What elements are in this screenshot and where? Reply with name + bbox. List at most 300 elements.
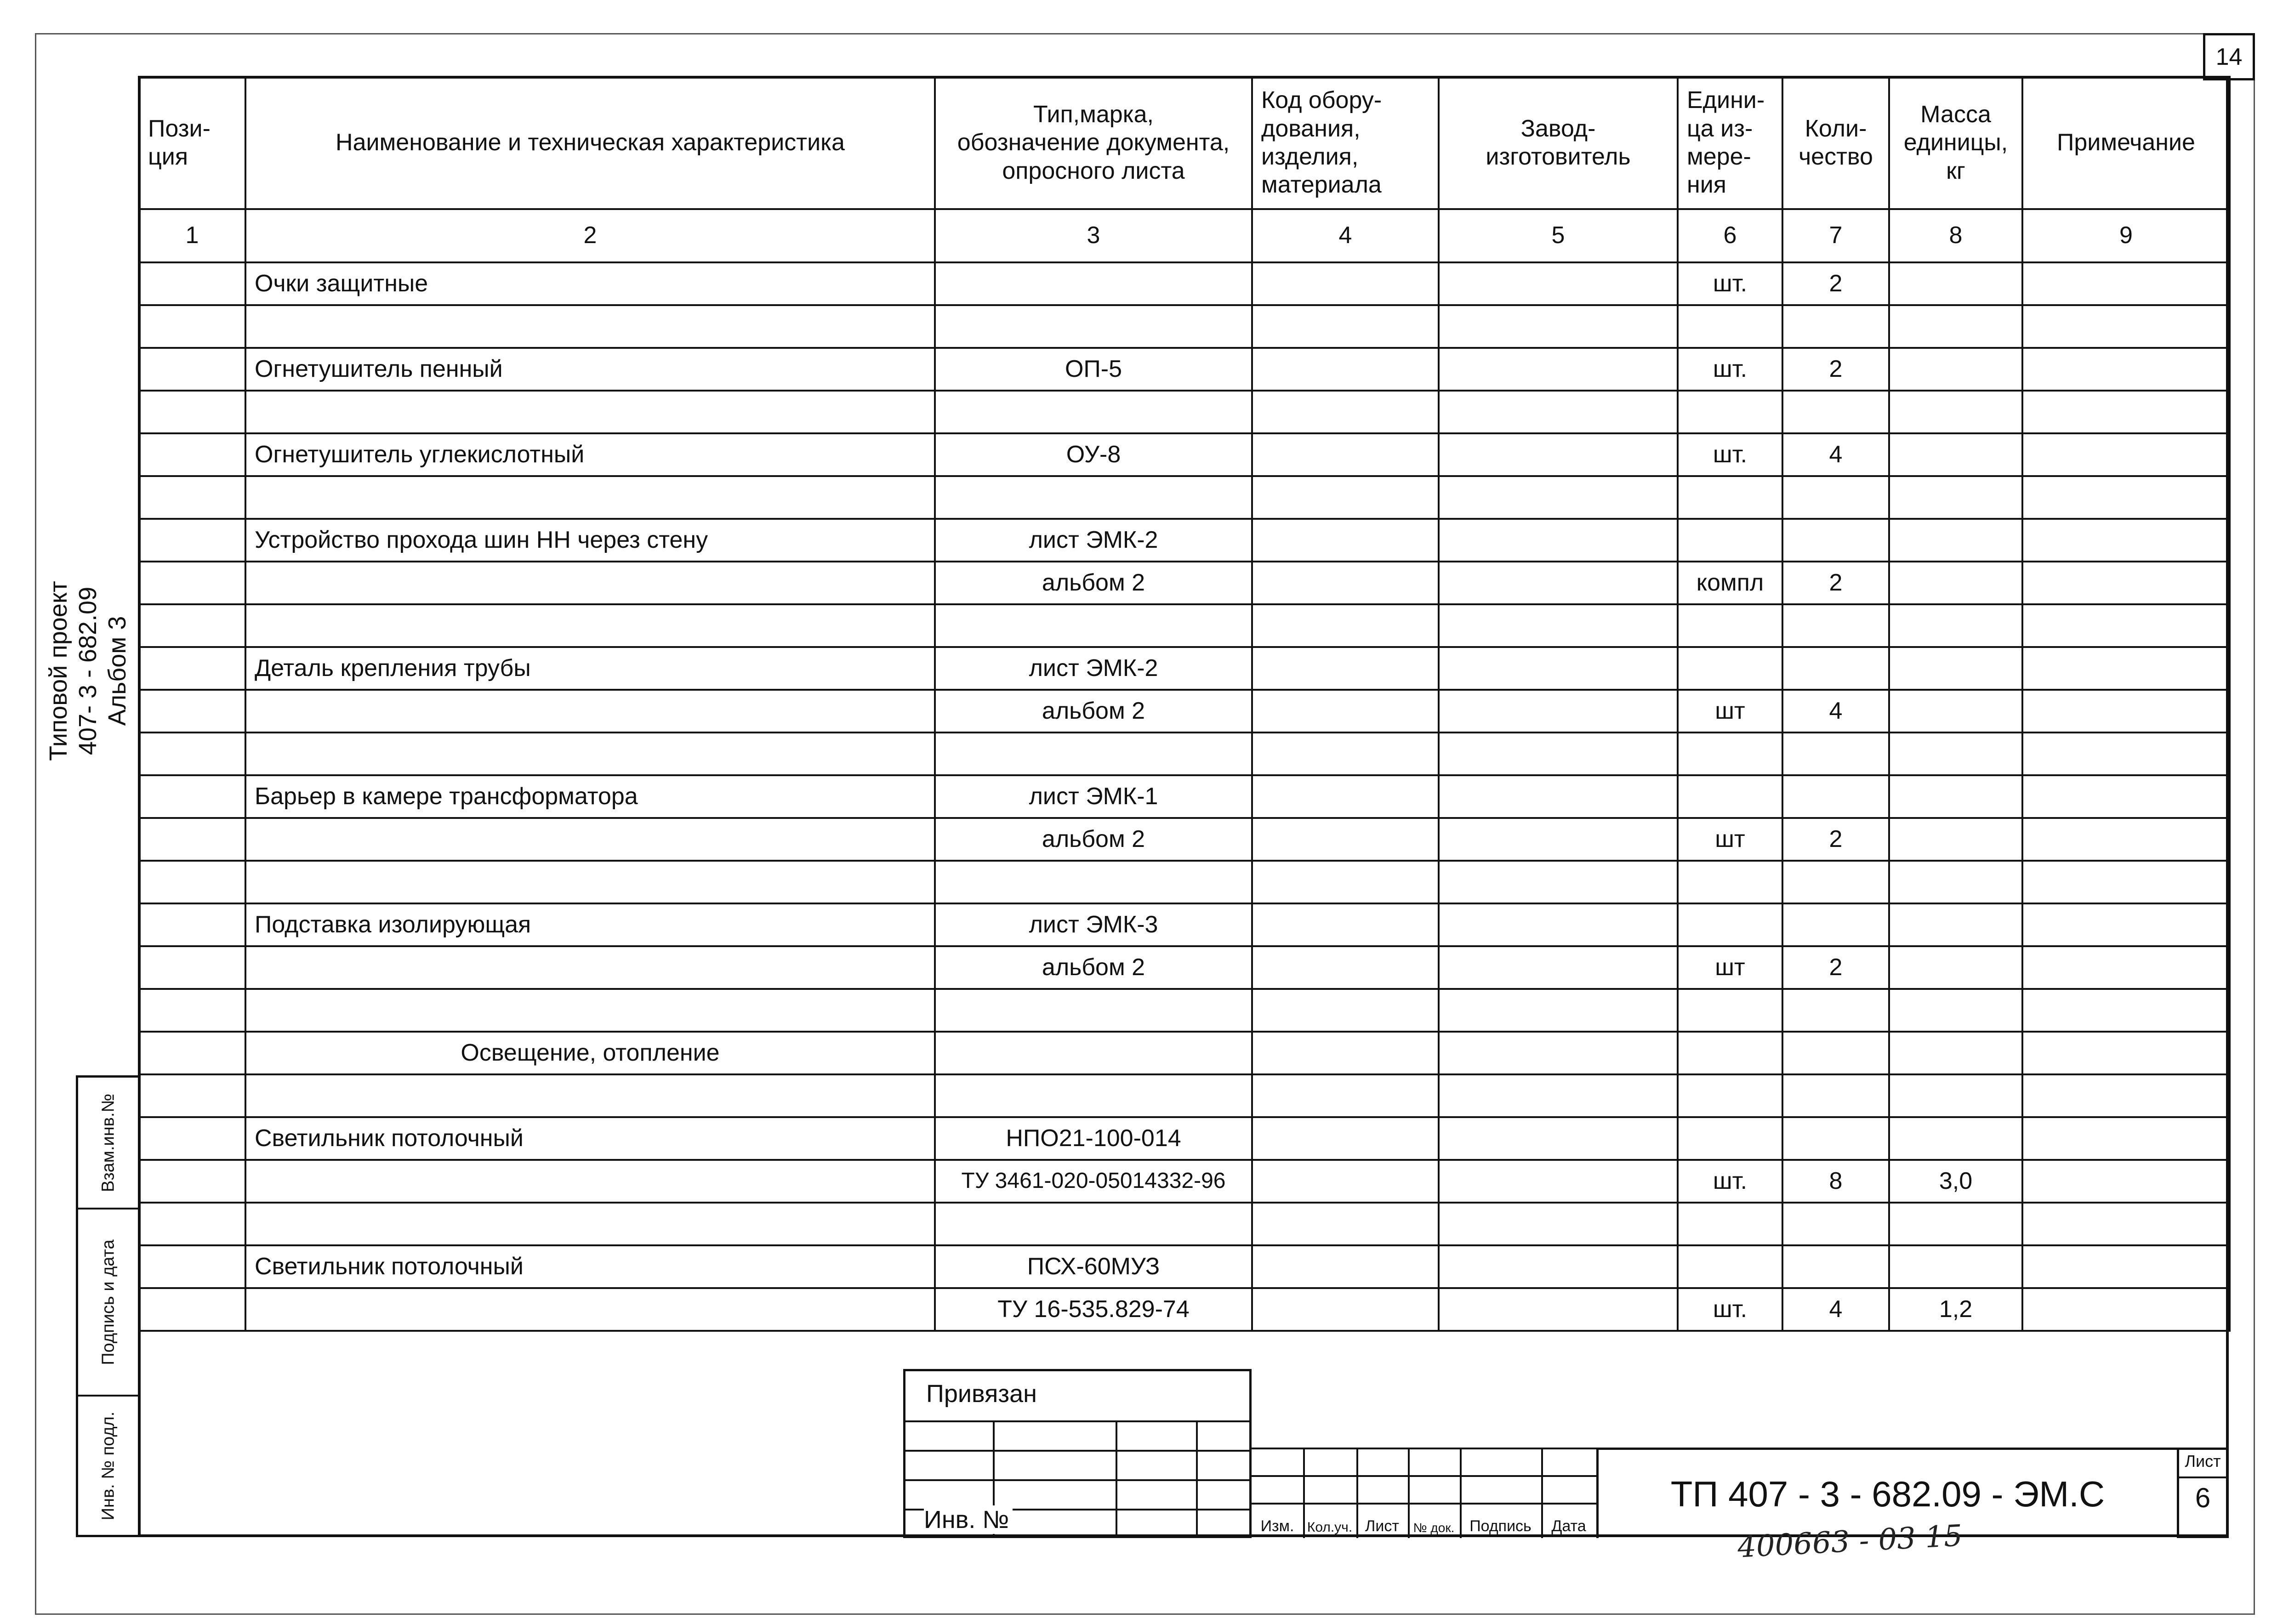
column-number: 2 bbox=[245, 209, 935, 262]
header-text: Наименование и техническая характеристика bbox=[336, 129, 845, 156]
cell-note bbox=[2022, 433, 2230, 476]
cell-type: ПСХ-60МУЗ bbox=[935, 1245, 1252, 1288]
cell-maker bbox=[1439, 262, 1678, 305]
approval-strip bbox=[76, 1075, 141, 1537]
cell-pos bbox=[139, 348, 245, 391]
cell-type bbox=[935, 305, 1252, 348]
cell-qty bbox=[1782, 775, 1889, 818]
header-text: Едини- ца из- мере- ния bbox=[1687, 87, 1765, 199]
cell-mass: 1,2 bbox=[1889, 1288, 2022, 1331]
cell-mass: 3,0 bbox=[1889, 1160, 2022, 1203]
cell-name: Устройство прохода шин НН через стену bbox=[245, 519, 935, 562]
sheet-number: 14 bbox=[2203, 33, 2255, 80]
strip-label: Взам.инв.№ bbox=[98, 1093, 118, 1192]
cell-mass bbox=[1889, 305, 2022, 348]
cell-unit: шт bbox=[1678, 946, 1782, 989]
cell-mass bbox=[1889, 391, 2022, 433]
cell-note bbox=[2022, 1160, 2230, 1203]
cell-pos bbox=[139, 604, 245, 647]
side-title-line: Типовой проект bbox=[45, 581, 72, 761]
cell-name: Подставка изолирующая bbox=[245, 903, 935, 946]
cell-unit bbox=[1678, 1117, 1782, 1160]
cell-note bbox=[2022, 1032, 2230, 1074]
cell-unit: компл bbox=[1678, 562, 1782, 604]
cell-code bbox=[1252, 690, 1439, 733]
cell-type: альбом 2 bbox=[935, 818, 1252, 861]
cell-maker bbox=[1439, 1245, 1678, 1288]
cell-maker bbox=[1439, 733, 1678, 775]
cell-unit bbox=[1678, 1245, 1782, 1288]
table-row bbox=[139, 391, 2230, 433]
cell-note bbox=[2022, 775, 2230, 818]
cell-maker bbox=[1439, 903, 1678, 946]
cell-maker bbox=[1439, 391, 1678, 433]
cell-qty: 2 bbox=[1782, 818, 1889, 861]
cell-name: Деталь крепления трубы bbox=[245, 647, 935, 690]
cell-qty bbox=[1782, 733, 1889, 775]
table-row bbox=[139, 305, 2230, 348]
cell-code bbox=[1252, 1288, 1439, 1331]
cell-mass bbox=[1889, 946, 2022, 989]
cell-code bbox=[1252, 433, 1439, 476]
cell-note bbox=[2022, 1203, 2230, 1245]
cell-qty bbox=[1782, 903, 1889, 946]
inv-number-label: Инв. № bbox=[924, 1505, 1013, 1534]
cell-unit bbox=[1678, 647, 1782, 690]
cell-note bbox=[2022, 262, 2230, 305]
table-row bbox=[139, 818, 2230, 861]
cell-pos bbox=[139, 1160, 245, 1203]
cell-name bbox=[245, 690, 935, 733]
cell-qty: 2 bbox=[1782, 946, 1889, 989]
cell-maker bbox=[1439, 433, 1678, 476]
cell-pos bbox=[139, 476, 245, 519]
cell-maker bbox=[1439, 604, 1678, 647]
cell-qty bbox=[1782, 519, 1889, 562]
table-row bbox=[139, 903, 2230, 946]
strip-cell-signature bbox=[78, 1209, 138, 1397]
cell-pos bbox=[139, 519, 245, 562]
sig-label-doc: № док. bbox=[1413, 1521, 1455, 1535]
cell-mass bbox=[1889, 262, 2022, 305]
cell-maker bbox=[1439, 775, 1678, 818]
header-maker bbox=[1439, 77, 1678, 209]
cell-unit bbox=[1678, 989, 1782, 1032]
cell-pos bbox=[139, 647, 245, 690]
table-row bbox=[139, 433, 2230, 476]
column-number: 7 bbox=[1782, 209, 1889, 262]
cell-mass bbox=[1889, 1032, 2022, 1074]
cell-maker bbox=[1439, 647, 1678, 690]
cell-qty: 4 bbox=[1782, 690, 1889, 733]
header-row bbox=[139, 77, 2230, 209]
cell-unit bbox=[1678, 733, 1782, 775]
cell-code bbox=[1252, 1117, 1439, 1160]
cell-type bbox=[935, 476, 1252, 519]
cell-mass bbox=[1889, 604, 2022, 647]
cell-name bbox=[245, 989, 935, 1032]
cell-type: ТУ 3461-020-05014332-96 bbox=[935, 1160, 1252, 1203]
sig-label-change: Изм. bbox=[1260, 1517, 1294, 1535]
table-row bbox=[139, 519, 2230, 562]
table-row bbox=[139, 348, 2230, 391]
cell-type bbox=[935, 861, 1252, 903]
cell-code bbox=[1252, 604, 1439, 647]
header-text: Пози- ция bbox=[148, 115, 211, 170]
cell-name bbox=[245, 1288, 935, 1331]
cell-type bbox=[935, 1032, 1252, 1074]
cell-type: ОП-5 bbox=[935, 348, 1252, 391]
cell-mass bbox=[1889, 1074, 2022, 1117]
table-row bbox=[139, 262, 2230, 305]
cell-name bbox=[245, 476, 935, 519]
cell-note bbox=[2022, 1245, 2230, 1288]
cell-qty: 2 bbox=[1782, 348, 1889, 391]
cell-mass bbox=[1889, 775, 2022, 818]
cell-unit: шт. bbox=[1678, 1288, 1782, 1331]
cell-name bbox=[245, 562, 935, 604]
cell-code bbox=[1252, 733, 1439, 775]
table-row bbox=[139, 604, 2230, 647]
cell-unit: шт. bbox=[1678, 348, 1782, 391]
cell-code bbox=[1252, 1074, 1439, 1117]
cell-code bbox=[1252, 647, 1439, 690]
cell-mass bbox=[1889, 1117, 2022, 1160]
cell-mass bbox=[1889, 476, 2022, 519]
cell-maker bbox=[1439, 562, 1678, 604]
header-code bbox=[1252, 77, 1439, 209]
cell-mass bbox=[1889, 903, 2022, 946]
list-divider bbox=[2179, 1476, 2226, 1478]
cell-code bbox=[1252, 519, 1439, 562]
cell-unit bbox=[1678, 305, 1782, 348]
cell-maker bbox=[1439, 1074, 1678, 1117]
cell-note bbox=[2022, 989, 2230, 1032]
cell-maker bbox=[1439, 348, 1678, 391]
cell-name: Светильник потолочный bbox=[245, 1117, 935, 1160]
cell-maker bbox=[1439, 476, 1678, 519]
list-box bbox=[2177, 1448, 2229, 1538]
cell-pos bbox=[139, 1245, 245, 1288]
column-number: 9 bbox=[2022, 209, 2230, 262]
cell-type: ТУ 16-535.829-74 bbox=[935, 1288, 1252, 1331]
table-row bbox=[139, 989, 2230, 1032]
cell-note bbox=[2022, 348, 2230, 391]
cell-unit bbox=[1678, 775, 1782, 818]
header-text: Тип,марка, обозначение документа, опросного листа bbox=[957, 101, 1230, 184]
cell-mass bbox=[1889, 519, 2022, 562]
cell-mass bbox=[1889, 348, 2022, 391]
table-row bbox=[139, 861, 2230, 903]
cell-maker bbox=[1439, 818, 1678, 861]
cell-name bbox=[245, 1160, 935, 1203]
table-row bbox=[139, 733, 2230, 775]
table-row bbox=[139, 775, 2230, 818]
cell-code bbox=[1252, 989, 1439, 1032]
cell-maker bbox=[1439, 519, 1678, 562]
cell-note bbox=[2022, 946, 2230, 989]
cell-type bbox=[935, 733, 1252, 775]
list-number: 6 bbox=[2195, 1482, 2211, 1513]
cell-unit: шт bbox=[1678, 690, 1782, 733]
column-number: 4 bbox=[1252, 209, 1439, 262]
cell-code bbox=[1252, 946, 1439, 989]
header-text: Завод- изготовитель bbox=[1486, 115, 1631, 170]
binding-stamp bbox=[903, 1369, 1252, 1538]
cell-maker bbox=[1439, 1160, 1678, 1203]
sig-label-signature: Подпись bbox=[1469, 1517, 1531, 1535]
cell-type: лист ЭМК-2 bbox=[935, 647, 1252, 690]
list-label: Лист bbox=[2185, 1452, 2221, 1471]
cell-type: лист ЭМК-2 bbox=[935, 519, 1252, 562]
cell-unit bbox=[1678, 604, 1782, 647]
column-number: 8 bbox=[1889, 209, 2022, 262]
stamp-line bbox=[1196, 1420, 1198, 1538]
table-row bbox=[139, 1032, 2230, 1074]
column-number: 3 bbox=[935, 209, 1252, 262]
header-name bbox=[245, 77, 935, 209]
cell-unit: шт. bbox=[1678, 1160, 1782, 1203]
sig-label-sheet: Лист bbox=[1365, 1517, 1399, 1535]
cell-type: альбом 2 bbox=[935, 946, 1252, 989]
cell-pos bbox=[139, 775, 245, 818]
cell-mass bbox=[1889, 733, 2022, 775]
cell-qty bbox=[1782, 391, 1889, 433]
header-text: Коли- чество bbox=[1799, 115, 1873, 170]
table-row bbox=[139, 1117, 2230, 1160]
cell-type bbox=[935, 1074, 1252, 1117]
cell-name bbox=[245, 946, 935, 989]
cell-type: НПО21-100-014 bbox=[935, 1117, 1252, 1160]
cell-maker bbox=[1439, 946, 1678, 989]
cell-code bbox=[1252, 305, 1439, 348]
table-row bbox=[139, 946, 2230, 989]
cell-qty: 8 bbox=[1782, 1160, 1889, 1203]
cell-note bbox=[2022, 733, 2230, 775]
cell-maker bbox=[1439, 305, 1678, 348]
cell-unit bbox=[1678, 519, 1782, 562]
table-row bbox=[139, 690, 2230, 733]
cell-pos bbox=[139, 903, 245, 946]
cell-mass bbox=[1889, 989, 2022, 1032]
cell-qty: 4 bbox=[1782, 433, 1889, 476]
header-type bbox=[935, 77, 1252, 209]
cell-name bbox=[245, 1203, 935, 1245]
cell-name bbox=[245, 861, 935, 903]
cell-type: альбом 2 bbox=[935, 562, 1252, 604]
cell-type bbox=[935, 989, 1252, 1032]
cell-pos bbox=[139, 690, 245, 733]
column-number: 5 bbox=[1439, 209, 1678, 262]
table-row bbox=[139, 1160, 2230, 1203]
cell-note bbox=[2022, 519, 2230, 562]
cell-maker bbox=[1439, 1117, 1678, 1160]
header-note bbox=[2022, 77, 2230, 209]
cell-pos bbox=[139, 861, 245, 903]
cell-qty bbox=[1782, 989, 1889, 1032]
cell-name: Светильник потолочный bbox=[245, 1245, 935, 1288]
cell-mass bbox=[1889, 818, 2022, 861]
cell-pos bbox=[139, 1074, 245, 1117]
table-row bbox=[139, 1074, 2230, 1117]
stamp-line bbox=[1116, 1420, 1117, 1538]
column-number-row bbox=[139, 209, 2230, 262]
specification-table bbox=[138, 76, 2231, 1332]
header-text: Примечание bbox=[2057, 129, 2195, 156]
cell-unit bbox=[1678, 861, 1782, 903]
cell-note bbox=[2022, 1288, 2230, 1331]
cell-type bbox=[935, 1203, 1252, 1245]
cell-note bbox=[2022, 476, 2230, 519]
cell-pos bbox=[139, 1288, 245, 1331]
cell-unit bbox=[1678, 1032, 1782, 1074]
cell-unit: шт. bbox=[1678, 433, 1782, 476]
cell-unit: шт bbox=[1678, 818, 1782, 861]
section-heading: Освещение, отопление bbox=[245, 1032, 935, 1074]
cell-code bbox=[1252, 476, 1439, 519]
cell-unit bbox=[1678, 1074, 1782, 1117]
sig-label-count: Кол.уч. bbox=[1307, 1520, 1353, 1535]
cell-pos bbox=[139, 1032, 245, 1074]
cell-type: ОУ-8 bbox=[935, 433, 1252, 476]
cell-note bbox=[2022, 1074, 2230, 1117]
table-row bbox=[139, 647, 2230, 690]
cell-qty bbox=[1782, 1074, 1889, 1117]
cell-note bbox=[2022, 818, 2230, 861]
cell-name: Огнетушитель пенный bbox=[245, 348, 935, 391]
handwritten-inventory-note: 400663 - 03 15 bbox=[1736, 1519, 1964, 1565]
cell-maker bbox=[1439, 861, 1678, 903]
cell-name: Огнетушитель углекислотный bbox=[245, 433, 935, 476]
cell-type: лист ЭМК-3 bbox=[935, 903, 1252, 946]
cell-code bbox=[1252, 1245, 1439, 1288]
cell-mass bbox=[1889, 647, 2022, 690]
cell-qty bbox=[1782, 305, 1889, 348]
cell-type bbox=[935, 262, 1252, 305]
cell-qty bbox=[1782, 1032, 1889, 1074]
cell-pos bbox=[139, 1117, 245, 1160]
cell-qty bbox=[1782, 647, 1889, 690]
cell-code bbox=[1252, 348, 1439, 391]
cell-mass bbox=[1889, 861, 2022, 903]
cell-qty: 4 bbox=[1782, 1288, 1889, 1331]
cell-name bbox=[245, 604, 935, 647]
cell-pos bbox=[139, 562, 245, 604]
side-title-line: 407- 3 - 682.09 bbox=[74, 586, 102, 755]
strip-label: Подпись и дата bbox=[98, 1239, 118, 1365]
cell-type: альбом 2 bbox=[935, 690, 1252, 733]
cell-pos bbox=[139, 818, 245, 861]
cell-mass bbox=[1889, 1203, 2022, 1245]
column-number: 1 bbox=[139, 209, 245, 262]
cell-unit bbox=[1678, 476, 1782, 519]
cell-type: лист ЭМК-1 bbox=[935, 775, 1252, 818]
cell-qty bbox=[1782, 1245, 1889, 1288]
column-number: 6 bbox=[1678, 209, 1782, 262]
cell-mass bbox=[1889, 690, 2022, 733]
cell-name bbox=[245, 1074, 935, 1117]
header-text: Масса единицы, кг bbox=[1903, 101, 2008, 184]
cell-unit bbox=[1678, 903, 1782, 946]
cell-code bbox=[1252, 861, 1439, 903]
cell-code bbox=[1252, 1032, 1439, 1074]
cell-note bbox=[2022, 604, 2230, 647]
cell-note bbox=[2022, 903, 2230, 946]
cell-code bbox=[1252, 903, 1439, 946]
header-quantity bbox=[1782, 77, 1889, 209]
strip-label: Инв. № подл. bbox=[98, 1411, 118, 1520]
cell-maker bbox=[1439, 989, 1678, 1032]
cell-type bbox=[935, 391, 1252, 433]
cell-code bbox=[1252, 562, 1439, 604]
cell-note bbox=[2022, 647, 2230, 690]
table-row bbox=[139, 1288, 2230, 1331]
cell-note bbox=[2022, 861, 2230, 903]
cell-qty bbox=[1782, 1203, 1889, 1245]
cell-note bbox=[2022, 305, 2230, 348]
cell-mass bbox=[1889, 433, 2022, 476]
cell-code bbox=[1252, 391, 1439, 433]
cell-code bbox=[1252, 262, 1439, 305]
cell-name bbox=[245, 818, 935, 861]
cell-name bbox=[245, 391, 935, 433]
sig-label-date: Дата bbox=[1551, 1517, 1586, 1535]
cell-qty bbox=[1782, 604, 1889, 647]
cell-unit: шт. bbox=[1678, 262, 1782, 305]
side-title-line: Альбом 3 bbox=[103, 616, 131, 726]
cell-mass bbox=[1889, 562, 2022, 604]
cell-name bbox=[245, 733, 935, 775]
cell-pos bbox=[139, 305, 245, 348]
cell-maker bbox=[1439, 1288, 1678, 1331]
cell-maker bbox=[1439, 1203, 1678, 1245]
cell-maker bbox=[1439, 690, 1678, 733]
cell-pos bbox=[139, 391, 245, 433]
cell-code bbox=[1252, 775, 1439, 818]
cell-pos bbox=[139, 989, 245, 1032]
cell-maker bbox=[1439, 1032, 1678, 1074]
cell-name bbox=[245, 305, 935, 348]
table-row bbox=[139, 1245, 2230, 1288]
binding-label: Привязан bbox=[926, 1380, 1037, 1408]
strip-cell-replace-inv bbox=[78, 1078, 138, 1209]
cell-qty: 2 bbox=[1782, 562, 1889, 604]
strip-cell-inv-original bbox=[78, 1397, 138, 1535]
cell-note bbox=[2022, 1117, 2230, 1160]
signature-grid bbox=[1252, 1448, 1596, 1538]
header-text: Код обору- дования, изделия, материала bbox=[1261, 87, 1382, 199]
cell-name: Очки защитные bbox=[245, 262, 935, 305]
cell-qty: 2 bbox=[1782, 262, 1889, 305]
cell-note bbox=[2022, 562, 2230, 604]
header-unit bbox=[1678, 77, 1782, 209]
cell-pos bbox=[139, 733, 245, 775]
cell-note bbox=[2022, 391, 2230, 433]
cell-pos bbox=[139, 1203, 245, 1245]
table-row bbox=[139, 1203, 2230, 1245]
cell-note bbox=[2022, 690, 2230, 733]
cell-pos bbox=[139, 433, 245, 476]
cell-code bbox=[1252, 1203, 1439, 1245]
cell-type bbox=[935, 604, 1252, 647]
cell-code bbox=[1252, 818, 1439, 861]
cell-qty bbox=[1782, 1117, 1889, 1160]
cell-mass bbox=[1889, 1245, 2022, 1288]
cell-unit bbox=[1678, 1203, 1782, 1245]
cell-pos bbox=[139, 946, 245, 989]
table-row bbox=[139, 562, 2230, 604]
cell-qty bbox=[1782, 861, 1889, 903]
